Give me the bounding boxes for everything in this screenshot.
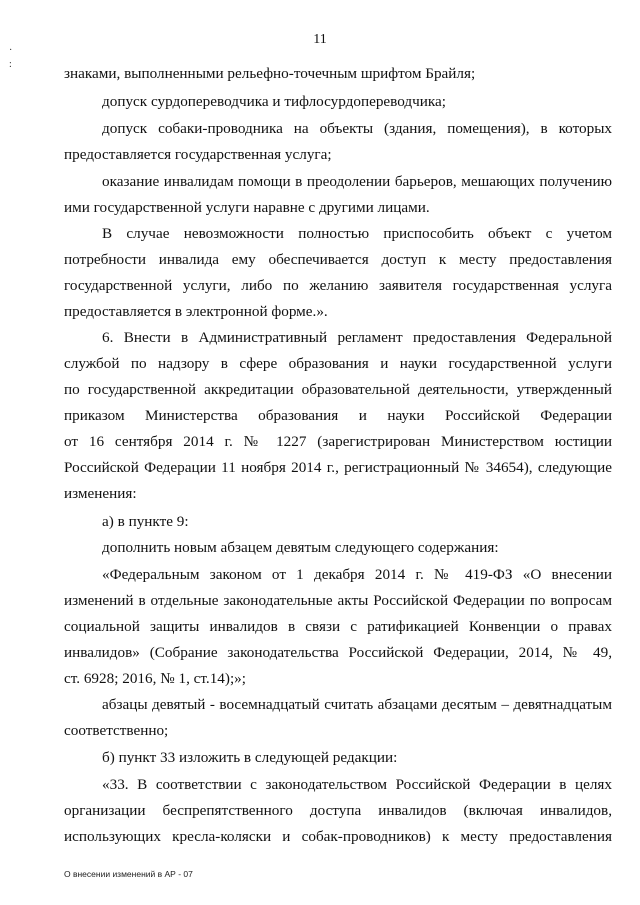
text-line: допуск собаки-проводника на объекты (здания, помещения), в которых — [102, 120, 612, 137]
text-line: В случае невозможности полностью приспособить объект с учетом — [102, 225, 612, 242]
text-line: от 16 сентября 2014 г. № 1227 (зарегистрирован Министерством юстиции — [64, 433, 612, 450]
text-line: по государственной аккредитации образовательной деятельности, утвержденный — [64, 381, 612, 398]
text-line: государственной услуги, либо по желанию заявителя государственная услуга — [64, 277, 612, 294]
margin-mark: · — [9, 45, 13, 56]
text-line: социальной защиты инвалидов в связи с ратификацией Конвенции о правах — [64, 618, 612, 635]
text-line: «33. В соответствии с законодательством Российской Федерации в целях — [102, 776, 612, 793]
text-line: изменений в отдельные законодательные акты Российской Федерации по вопросам — [64, 592, 612, 609]
text-line: потребности инвалида ему обеспечивается доступ к месту предоставления — [64, 251, 612, 268]
text-line: абзацы девятый - восемнадцатый считать абзацами десятым – девятнадцатым — [102, 696, 612, 713]
page-number: 11 — [313, 32, 327, 47]
footer-document-code: О внесении изменений в АР - 07 — [64, 869, 193, 879]
text-line: ст. 6928; 2016, № 1, ст.14);»; — [64, 670, 246, 687]
margin-marks — [9, 44, 12, 72]
text-line: 6. Внести в Административный регламент предоставления Федеральной — [102, 329, 612, 346]
text-line: службой по надзору в сфере образования и науки государственной услуги — [64, 355, 612, 372]
text-line: изменения: — [64, 485, 137, 502]
text-line: использующих кресла-коляски и собак-проводников) к месту предоставления — [64, 828, 612, 845]
text-line: соответственно; — [64, 722, 169, 739]
text-line: инвалидов» (Собрание законодательства Российской Федерации, 2014, № 49, — [64, 644, 612, 661]
text-line: дополнить новым абзацем девятым следующего содержания: — [102, 539, 499, 556]
text-line: предоставляется в электронной форме.». — [64, 303, 328, 320]
text-line: ими государственной услуги наравне с другими лицами. — [64, 199, 430, 216]
text-line: оказание инвалидам помощи в преодолении барьеров, мешающих получению — [102, 173, 612, 190]
text-line: приказом Министерства образования и науки Российской Федерации — [64, 407, 612, 424]
text-line: предоставляется государственная услуга; — [64, 146, 332, 163]
text-line: организации беспрепятственного доступа инвалидов (включая инвалидов, — [64, 802, 612, 819]
text-line: Российской Федерации 11 ноября 2014 г., регистрационный № 34654), следующие — [64, 459, 612, 476]
text-line: знаками, выполненными рельефно-точечным шрифтом Брайля; — [64, 65, 476, 82]
text-line: «Федеральным законом от 1 декабря 2014 г. № 419-ФЗ «О внесении — [102, 566, 612, 583]
margin-mark: : — [9, 59, 12, 70]
text-line: а) в пункте 9: — [102, 513, 189, 530]
text-line: допуск сурдопереводчика и тифлосурдопереводчика; — [102, 93, 446, 110]
text-line: б) пункт 33 изложить в следующей редакции: — [102, 749, 398, 766]
